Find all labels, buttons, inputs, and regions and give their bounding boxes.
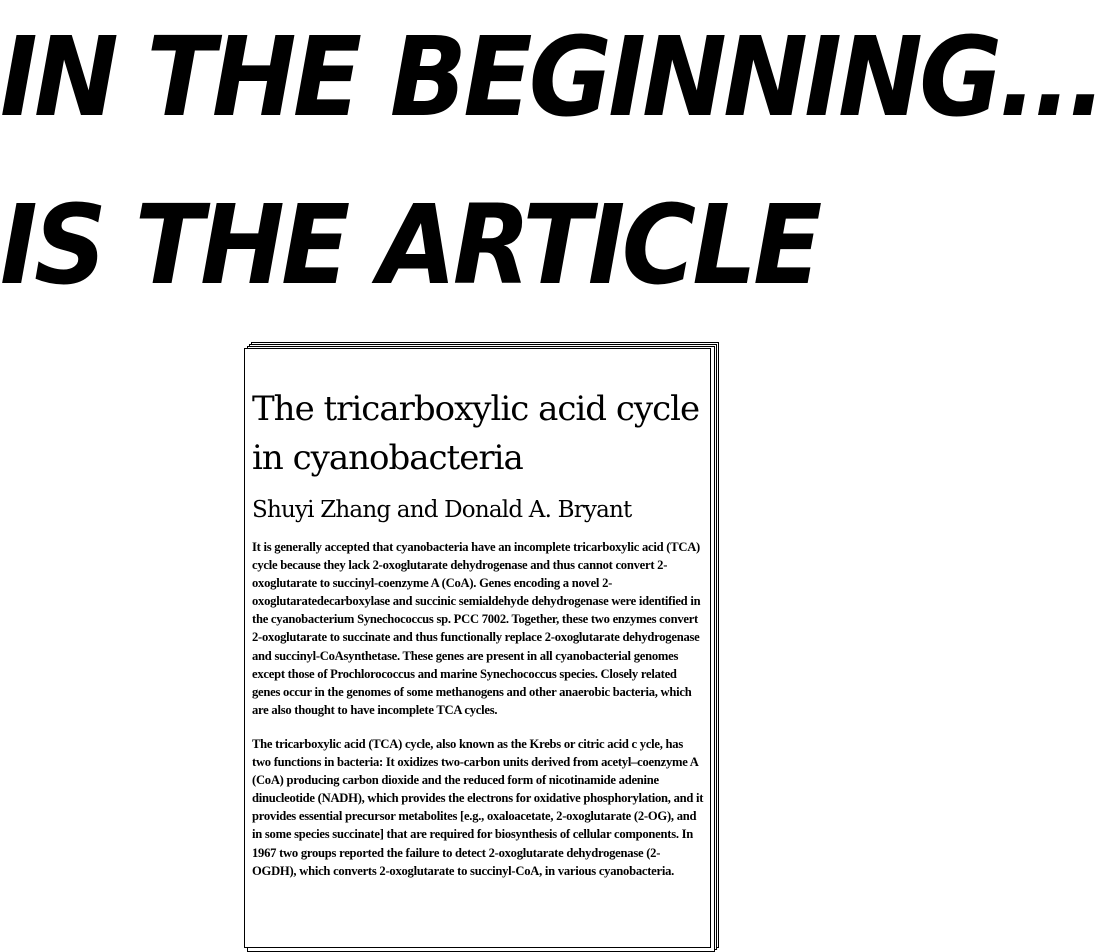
article-authors: Shuyi Zhang and Donald A. Bryant <box>252 497 632 523</box>
article-title: The tricarboxylic acid cycle in cyanobacteria <box>252 389 700 478</box>
headline-line-1: IN THE BEGINNING... <box>0 13 1103 141</box>
article-page <box>244 348 711 948</box>
headline-line-2: IS THE ARTICLE <box>0 181 819 309</box>
article-abstract: It is generally accepted that cyanobacteria have an incomplete tricarboxylic acid (TCA) cycle because they lack 2-oxoglutarate dehydrogenase and thus cannot convert 2-oxoglutarate to succinyl-coenzyme A (CoA). Genes encoding a novel 2-oxoglutaratedecarboxylase and succinic semialdehyde dehydrogenase were identified in the cyanobacterium Synechococcus sp. PCC 7002. Together, these two enzymes convert 2-oxoglutarate to succinate and thus functionally replace 2-oxoglutarate dehydrogenase and succinyl-CoAsynthetase. These genes are present in all cyanobacterial genomes except those of Prochlorococcus and marine Synechococcus species. Closely related genes occur in the genomes of some methanogens and other anaerobic bacteria, which are also thought to have incomplete TCA cycles. <box>252 540 701 717</box>
article-body-paragraph: The tricarboxylic acid (TCA) cycle, also known as the Krebs or citric acid c ycle, has two functions in bacteria: It oxidizes two-carbon units derived from acetyl–coenzyme A (CoA) producing carbon dioxide and the reduced form of nicotinamide adenine dinucleotide (NADH), which provides the electrons for oxidative phosphorylation, and it provides essential precursor metabolites [e.g., oxaloacetate, 2-oxoglutarate (2-OG), and in some species succinate] that are required for biosynthesis of cellular components. In 1967 two groups reported the failure to detect 2-oxoglutarate dehydrogenase (2-OGDH), which converts 2-oxoglutarate to succinyl-CoA, in various cyanobacteria. <box>252 736 704 878</box>
